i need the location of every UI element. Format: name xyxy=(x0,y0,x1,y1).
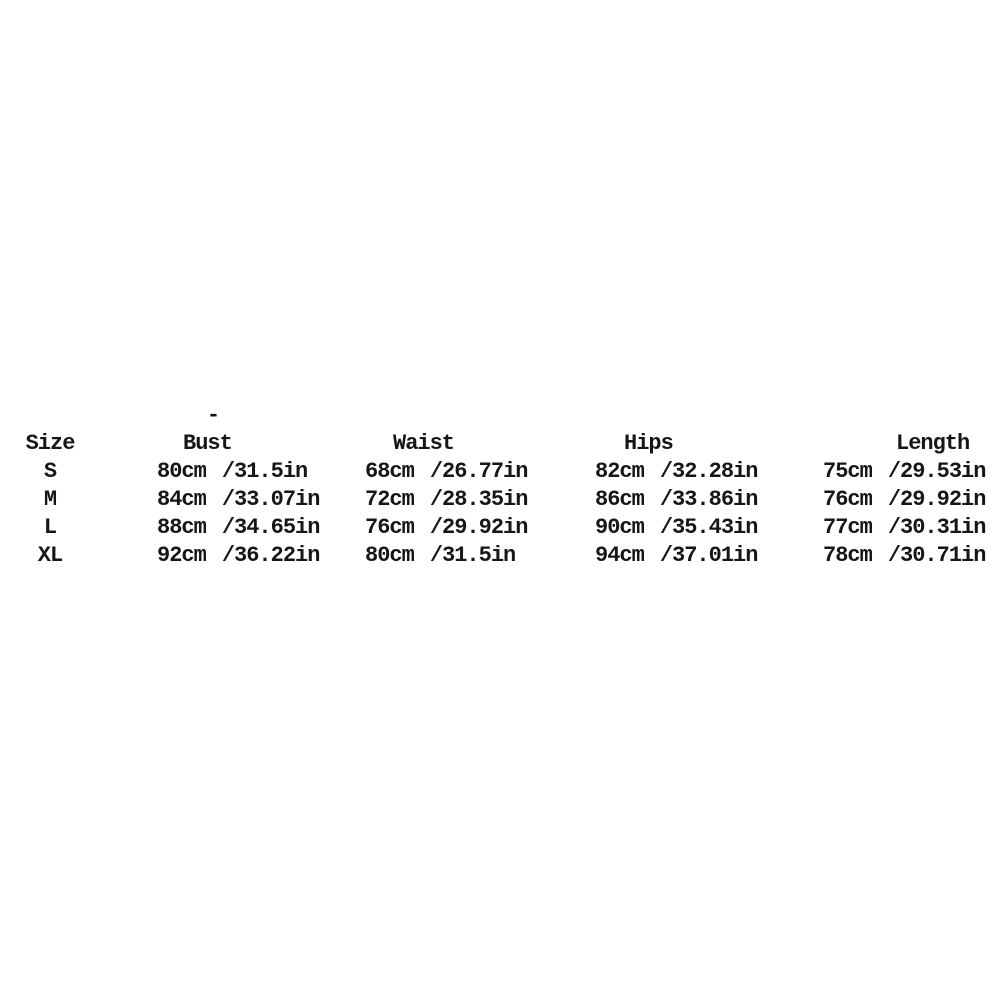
size-label: M xyxy=(43,487,57,512)
bust-cell xyxy=(100,542,330,570)
size-label: L xyxy=(43,515,57,540)
waist-cell xyxy=(330,486,556,514)
length-cell xyxy=(790,542,1002,570)
waist-inch-value: /26.77in xyxy=(429,459,528,484)
hips-inch-value: /33.86in xyxy=(659,487,758,512)
length-inch-value: /30.31in xyxy=(887,515,986,540)
size-label: S xyxy=(43,459,57,484)
waist-cm-value: 76cm xyxy=(365,515,414,540)
table-header-row xyxy=(0,430,1002,458)
column-header-size: Size xyxy=(25,431,75,456)
stray-dash-mark: - xyxy=(206,403,220,428)
bust-inch-value: /31.5in xyxy=(221,459,308,484)
hips-cell xyxy=(556,514,790,542)
hips-cm-value: 82cm xyxy=(595,459,644,484)
bust-cell xyxy=(100,514,330,542)
length-cell xyxy=(790,486,1002,514)
waist-inch-value: /31.5in xyxy=(429,543,516,568)
table-row-l xyxy=(0,514,1002,542)
length-inch-value: /29.53in xyxy=(887,459,986,484)
waist-cm-value: 80cm xyxy=(365,543,414,568)
column-header-bust: Bust xyxy=(183,431,232,456)
length-cm-value: 78cm xyxy=(823,543,872,568)
table-row-s xyxy=(0,458,1002,486)
hips-inch-value: /32.28in xyxy=(659,459,758,484)
hips-cm-value: 94cm xyxy=(595,543,644,568)
hips-cm-value: 90cm xyxy=(595,515,644,540)
waist-cell xyxy=(330,542,556,570)
bust-inch-value: /34.65in xyxy=(221,515,320,540)
hips-cell xyxy=(556,486,790,514)
size-label: XL xyxy=(37,543,63,568)
length-inch-value: /29.92in xyxy=(887,487,986,512)
waist-inch-value: /29.92in xyxy=(429,515,528,540)
column-header-hips: Hips xyxy=(624,431,673,456)
bust-cm-value: 88cm xyxy=(157,515,206,540)
column-header-waist: Waist xyxy=(393,431,455,456)
length-cell xyxy=(790,514,1002,542)
waist-inch-value: /28.35in xyxy=(429,487,528,512)
table-row-xl xyxy=(0,542,1002,570)
bust-cell xyxy=(100,486,330,514)
bust-cm-value: 80cm xyxy=(157,459,206,484)
bust-inch-value: /33.07in xyxy=(221,487,320,512)
waist-cell xyxy=(330,514,556,542)
length-cm-value: 76cm xyxy=(823,487,872,512)
waist-cell xyxy=(330,458,556,486)
length-cell xyxy=(790,458,1002,486)
size-chart-table xyxy=(0,430,1002,570)
hips-inch-value: /35.43in xyxy=(659,515,758,540)
waist-cm-value: 72cm xyxy=(365,487,414,512)
waist-cm-value: 68cm xyxy=(365,459,414,484)
hips-cell xyxy=(556,458,790,486)
column-header-length: Length xyxy=(896,431,970,456)
table-row-m xyxy=(0,486,1002,514)
bust-cm-value: 92cm xyxy=(157,543,206,568)
hips-cell xyxy=(556,542,790,570)
bust-cell xyxy=(100,458,330,486)
bust-inch-value: /36.22in xyxy=(221,543,320,568)
length-cm-value: 77cm xyxy=(823,515,872,540)
length-cm-value: 75cm xyxy=(823,459,872,484)
hips-cm-value: 86cm xyxy=(595,487,644,512)
bust-cm-value: 84cm xyxy=(157,487,206,512)
hips-inch-value: /37.01in xyxy=(659,543,758,568)
length-inch-value: /30.71in xyxy=(887,543,986,568)
